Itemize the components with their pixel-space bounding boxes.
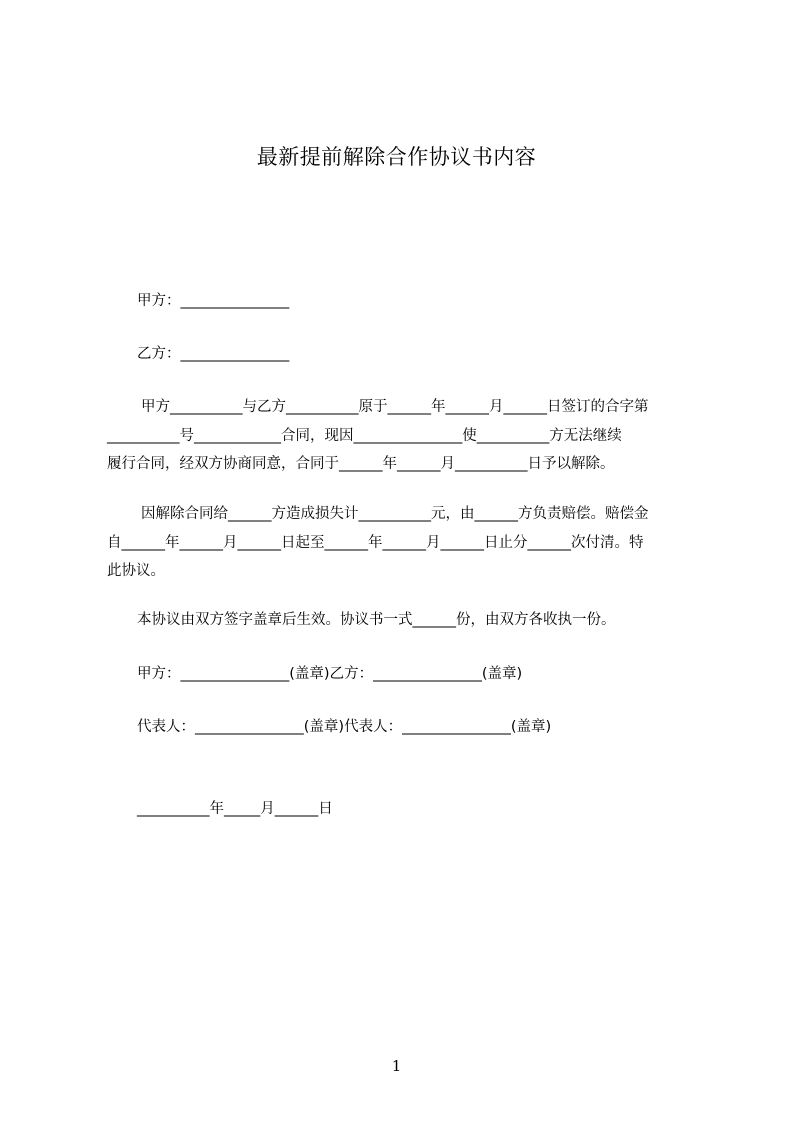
clause1-line3: 履行合同，经双方协商同意，合同于______年______月__________日予以解除。 <box>107 456 615 472</box>
clause1-line1: 甲方__________与乙方__________原于______年______月______日签订的合字第 <box>141 399 649 415</box>
clause2-line1: 因解除合同给______方造成损失计__________元，由______方负责赔偿。赔偿金 <box>141 506 649 522</box>
signature-parties-line: 甲方：_______________(盖章)乙方：_______________(盖章) <box>137 666 523 682</box>
party-a-line: 甲方：_______________ <box>137 293 290 309</box>
date-line: __________年_____月______日 <box>137 801 333 817</box>
document-title: 最新提前解除合作协议书内容 <box>256 145 537 169</box>
page-number: 1 <box>391 1057 402 1075</box>
clause2-line2: 自______年______月______日起至______年______月______日止分______次付清。特 <box>107 535 644 551</box>
party-b-line: 乙方：_______________ <box>137 346 290 362</box>
clause3-line: 本协议由双方签字盖章后生效。协议书一式______份，由双方各收执一份。 <box>137 612 616 628</box>
signature-representatives-line: 代表人：_______________(盖章)代表人：_______________(盖章) <box>137 719 552 735</box>
clause2-line3: 此协议。 <box>107 563 165 579</box>
clause1-line2: __________号____________合同，现因_______________使__________方无法继续 <box>107 428 622 444</box>
